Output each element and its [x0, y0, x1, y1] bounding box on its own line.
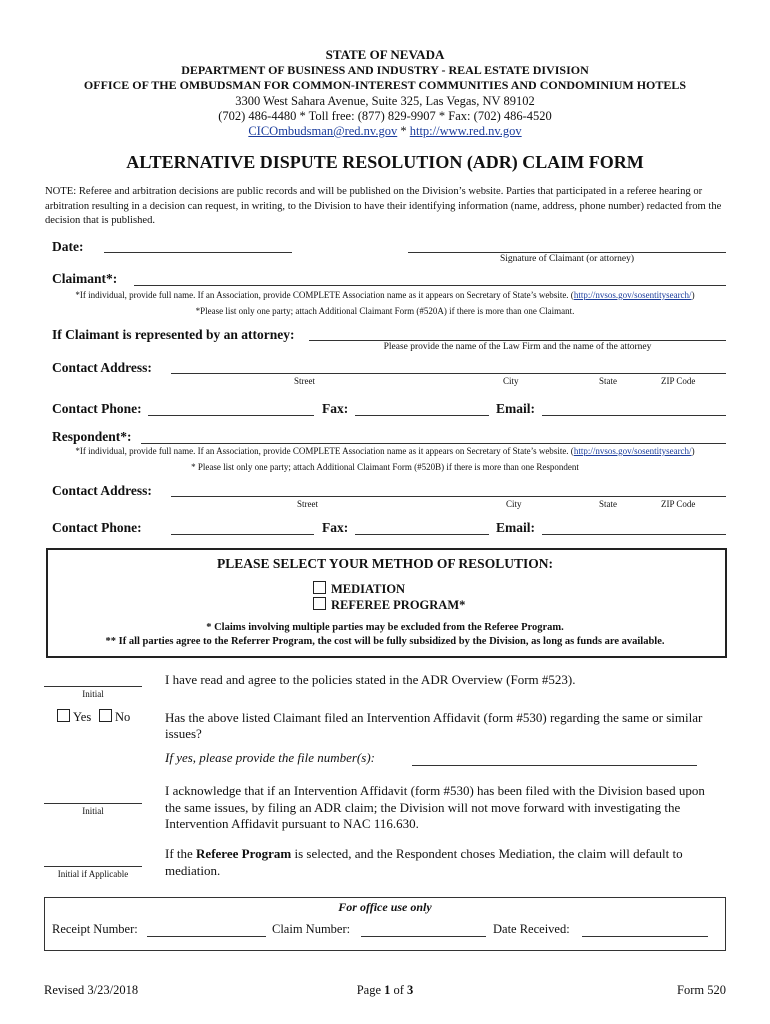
receipt-number-field[interactable]: [147, 936, 266, 937]
claimant-sos-link[interactable]: http://nvsos.gov/sosentitysearch/: [573, 290, 692, 300]
attorney-label: If Claimant is represented by an attorney:: [52, 327, 295, 342]
office-heading: OFFICE OF THE OMBUDSMAN FOR COMMON-INTEREST COMMUNITIES AND CONDOMINIUM HOTELS: [83, 78, 687, 92]
respondent-address-label: Contact Address:: [52, 483, 152, 498]
date-field[interactable]: [104, 252, 292, 253]
initial-field-1[interactable]: [44, 686, 142, 687]
signature-caption: Signature of Claimant (or attorney): [499, 254, 635, 264]
signature-field[interactable]: [408, 252, 726, 253]
form-title: ALTERNATIVE DISPUTE RESOLUTION (ADR) CLAIM FORM: [126, 152, 644, 172]
initial-field-2[interactable]: [44, 803, 142, 804]
form-number: Form 520: [677, 983, 726, 997]
claimant-phone-label: Contact Phone:: [52, 401, 142, 416]
link-separator: *: [397, 124, 410, 138]
no-option[interactable]: [99, 709, 130, 725]
claimant-state-caption: State: [599, 376, 617, 386]
respondent-state-caption: State: [599, 499, 617, 509]
state-heading: STATE OF NEVADA: [325, 47, 445, 62]
email-link[interactable]: CICOmbudsman@red.nv.gov: [248, 124, 398, 138]
resolution-note-2: ** If all parties agree to the Referrer Program, the cost will be fully subsidized by the Division, as long as funds are available.: [105, 636, 665, 647]
date-label: Date:: [52, 239, 84, 254]
office-phones: (702) 486-4480 * Toll free: (877) 829-9907 * Fax: (702) 486-4520: [218, 109, 552, 123]
respondent-city-caption: City: [506, 499, 522, 509]
claimant-email-field[interactable]: [542, 415, 726, 416]
department-heading: DEPARTMENT OF BUSINESS AND INDUSTRY - REAL ESTATE DIVISION: [181, 63, 589, 77]
revised-date: Revised 3/23/2018: [44, 983, 139, 997]
mediation-label: MEDIATION: [331, 582, 406, 596]
initial-field-3[interactable]: [44, 866, 142, 867]
referee-default-pre: If the: [165, 846, 197, 861]
claim-number-label: Claim Number:: [272, 922, 351, 936]
claimant-city-caption: City: [503, 376, 519, 386]
claimant-street-caption: Street: [294, 376, 315, 386]
respondent-street-caption: Street: [297, 499, 318, 509]
file-numbers-field[interactable]: [412, 765, 697, 766]
resolution-heading: PLEASE SELECT YOUR METHOD OF RESOLUTION:: [217, 556, 553, 571]
page-current: 1: [384, 983, 391, 997]
respondent-zip-caption: ZIP Code: [661, 499, 696, 509]
respondent-fax-label: Fax:: [322, 520, 349, 535]
yes-label: Yes: [73, 710, 92, 724]
no-label: No: [115, 710, 131, 724]
page-prefix: Page: [356, 983, 385, 997]
contact-links: [0, 124, 770, 139]
respondent-fax-field[interactable]: [355, 534, 489, 535]
no-checkbox[interactable]: [99, 709, 112, 722]
intervention-question: Has the above listed Claimant filed an Intervention Affidavit (form #530) regarding the same or similar issues?: [165, 710, 703, 741]
claimant-email-label: Email:: [496, 401, 535, 416]
claimant-note-text: *If individual, provide full name. If an Association, provide COMPLETE Association name as it appears on Secretary of State’s website. (: [75, 290, 574, 300]
page-total: 3: [407, 983, 414, 997]
respondent-email-field[interactable]: [542, 534, 726, 535]
receipt-number-label: Receipt Number:: [52, 922, 138, 936]
claimant-field[interactable]: [134, 285, 726, 286]
claimant-zip-caption: ZIP Code: [661, 376, 696, 386]
attorney-field[interactable]: [309, 340, 726, 341]
referee-option[interactable]: [313, 597, 465, 613]
referee-default-bold: Referee Program: [196, 846, 292, 861]
initial-caption-3: Initial if Applicable: [57, 869, 129, 879]
initial-caption-2: Initial: [82, 806, 104, 816]
respondent-email-label: Email:: [496, 520, 535, 535]
read-agree-text: I have read and agree to the policies stated in the ADR Overview (Form #523).: [165, 672, 576, 687]
respondent-sos-link[interactable]: http://nvsos.gov/sosentitysearch/: [573, 446, 692, 456]
website-link[interactable]: http://www.red.nv.gov: [409, 124, 522, 138]
yes-checkbox[interactable]: [57, 709, 70, 722]
claimant-fax-label: Fax:: [322, 401, 349, 416]
acknowledge-text: I acknowledge that if an Intervention Affidavit (form #530) has been filed with the Division based upon the same issues, by filing an ADR claim; the Division will not move forward with investigating the Intervention Affidavit pursuant to NAC 116.630.: [165, 783, 705, 831]
office-address: 3300 West Sahara Avenue, Suite 325, Las Vegas, NV 89102: [235, 94, 535, 108]
claimant-address-field[interactable]: [171, 373, 726, 374]
referee-default-post: is selected, and the Respondent choses Mediation, the claim will default to mediation.: [165, 846, 683, 878]
claim-number-field[interactable]: [361, 936, 486, 937]
office-use-heading: For office use only: [338, 900, 432, 914]
claimant-address-label: Contact Address:: [52, 360, 152, 375]
file-numbers-label: If yes, please provide the file number(s):: [165, 750, 375, 765]
claimant-label: Claimant*:: [52, 271, 118, 286]
claimant-note-end: ): [691, 290, 695, 300]
respondent-label: Respondent*:: [52, 429, 132, 444]
initial-caption-1: Initial: [82, 689, 104, 699]
respondent-phone-label: Contact Phone:: [52, 520, 142, 535]
referee-default-text: [165, 846, 685, 879]
referee-checkbox[interactable]: [313, 597, 326, 610]
date-received-label: Date Received:: [493, 922, 570, 936]
page-of: of: [390, 983, 408, 997]
respondent-note-2: * Please list only one party; attach Additional Claimant Form (#520B) if there is more than one Respondent: [191, 462, 579, 472]
referee-label: REFEREE PROGRAM*: [331, 598, 466, 612]
page-number: [0, 983, 770, 998]
date-received-field[interactable]: [582, 936, 708, 937]
claimant-phone-field[interactable]: [148, 415, 314, 416]
publication-note: NOTE: Referee and arbitration decisions are public records and will be published on the Division’s website. Parties that participated in a referee hearing or arbitration resulting in a decision can request, in writing, to the Division to have their identifying information (name, address, phone number) redacted from the decision that is published.: [45, 186, 722, 226]
attorney-caption: Please provide the name of the Law Firm and the name of the attorney: [383, 342, 652, 352]
claimant-note: [0, 290, 770, 300]
yes-option[interactable]: [57, 709, 91, 725]
resolution-note-1: * Claims involving multiple parties may be excluded from the Referee Program.: [206, 622, 564, 633]
mediation-checkbox[interactable]: [313, 581, 326, 594]
respondent-note-end: ): [691, 446, 695, 456]
respondent-note-text: *If individual, provide full name. If an Association, provide COMPLETE Association name as it appears on Secretary of State’s website. (: [75, 446, 574, 456]
claimant-fax-field[interactable]: [355, 415, 489, 416]
respondent-phone-field[interactable]: [171, 534, 314, 535]
respondent-field[interactable]: [141, 443, 726, 444]
respondent-note: [0, 446, 770, 456]
claimant-note-2: *Please list only one party; attach Additional Claimant Form (#520A) if there is more than one Claimant.: [195, 306, 575, 316]
mediation-option[interactable]: [313, 581, 405, 597]
respondent-address-field[interactable]: [171, 496, 726, 497]
